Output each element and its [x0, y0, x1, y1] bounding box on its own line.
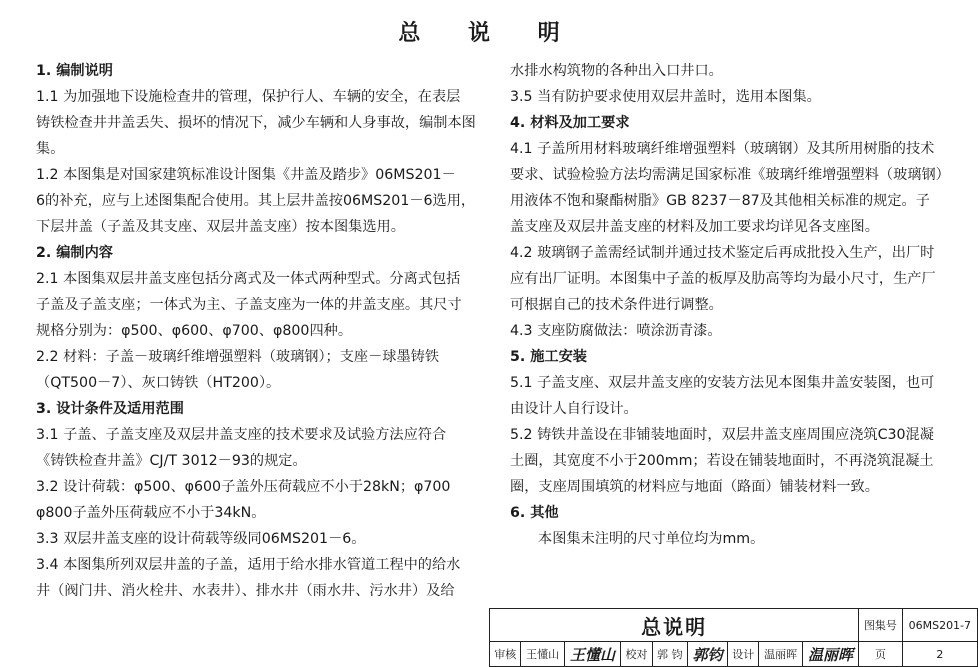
paragraph-line: 下层井盖（子盖及其支座、双层井盖支座）按本图集选用。	[36, 219, 405, 235]
designer-signature: 温丽晖	[802, 642, 858, 667]
section-heading: 3. 设计条件及适用范围	[36, 401, 184, 417]
paragraph-line: 2.1 本图集双层井盖支座包括分离式及一体式两种型式。分离式包括	[36, 271, 461, 287]
checker-name: 郭 钧	[652, 642, 687, 667]
paragraph-line: 子盖及子盖支座；一体式为主、子盖支座为一体的井盖支座。其尺寸	[36, 297, 462, 313]
paragraph-line: 圈，支座周围填筑的材料应与地面（路面）铺装材料一致。	[510, 479, 879, 495]
paragraph-line: 土圈，其宽度不小于200mm；若设在铺装地面时，不再浇筑混凝土	[510, 453, 934, 469]
paragraph-line: 1.2 本图集是对国家建筑标准设计图集《井盖及踏步》06MS201－	[36, 167, 456, 183]
paragraph-line: 3.1 子盖、子盖支座及双层井盖支座的技术要求及试验方法应符合	[36, 427, 447, 443]
section-heading: 1. 编制说明	[36, 63, 113, 79]
reviewer-signature: 王懂山	[564, 642, 620, 667]
paragraph-line: 由设计人自行设计。	[510, 401, 638, 417]
right-column	[510, 58, 950, 552]
paragraph-line: 盖支座及双层井盖支座的材料及加工要求均详见各支座图。	[510, 219, 879, 235]
paragraph-line: 5.2 铸铁井盖设在非铺装地面时，双层井盖支座周围应浇筑C30混凝	[510, 427, 934, 443]
designer-name: 温丽晖	[759, 642, 802, 667]
paragraph-line: 应有出厂证明。本图集中子盖的板厚及肋高等均为最小尺寸，生产厂	[510, 271, 936, 287]
reviewer-name: 王懂山	[521, 642, 564, 667]
paragraph-line: 3.5 当有防护要求使用双层井盖时，选用本图集。	[510, 89, 821, 105]
check-label: 校对	[621, 642, 652, 667]
section-heading: 6. 其他	[510, 505, 559, 521]
paragraph-line: 井（阀门井、消火栓井、水表井）、排水井（雨水井、污水井）及给	[36, 583, 455, 599]
paragraph-line: 2.2 材料：子盖－玻璃纤维增强塑料（玻璃钢）；支座－球墨铸铁	[36, 349, 440, 365]
page-label: 页	[859, 642, 902, 667]
paragraph-line: 4.1 子盖所用材料玻璃纤维增强塑料（玻璃钢）及其所用树脂的技术	[510, 141, 935, 157]
paragraph-line: 4.2 玻璃钢子盖需经试制并通过技术鉴定后再成批投入生产，出厂时	[510, 245, 935, 261]
left-column	[36, 58, 476, 604]
paragraph-line: φ800子盖外压荷载应不小于34kN。	[36, 505, 266, 521]
paragraph-line: 水排水构筑物的各种出入口井口。	[510, 63, 723, 79]
title-block-title: 总说明	[490, 609, 859, 642]
paragraph-line: 《铸铁检查井盖》CJ/T 3012－93的规定。	[36, 453, 307, 469]
paragraph-line: 1.1 为加强地下设施检查井的管理，保护行人、车辆的安全，在表层	[36, 89, 461, 105]
paragraph-line: 3.3 双层井盖支座的设计荷载等级同06MS201－6。	[36, 531, 366, 547]
atlas-label: 图集号	[859, 609, 902, 642]
paragraph-line: 集。	[36, 141, 65, 157]
atlas-number: 06MS201-7	[902, 609, 977, 642]
page-title: 总 说 明	[398, 21, 580, 46]
paragraph-line: 5.1 子盖支座、双层井盖支座的安装方法见本图集井盖安装图，也可	[510, 375, 935, 391]
title-block	[489, 608, 978, 667]
paragraph-line: 3.2 设计荷载：φ500、φ600子盖外压荷载应不小于28kN；φ700	[36, 479, 451, 495]
section-heading: 5. 施工安装	[510, 349, 587, 365]
section-heading: 2. 编制内容	[36, 245, 113, 261]
section-heading: 4. 材料及加工要求	[510, 115, 630, 131]
paragraph-line: 3.4 本图集所列双层井盖的子盖，适用于给水排水管道工程中的给水	[36, 557, 461, 573]
paragraph-line: 4.3 支座防腐做法：喷涂沥青漆。	[510, 323, 722, 339]
paragraph-line: 本图集未注明的尺寸单位均为mm。	[538, 531, 765, 547]
paragraph-line: 用液体不饱和聚酯树脂》GB 8237－87及其他相关标准的规定。子	[510, 193, 930, 209]
paragraph-line: 铸铁检查井井盖丢失、损坏的情况下，减少车辆和人身事故，编制本图	[36, 115, 476, 131]
paragraph-line: （QT500－7）、灰口铸铁（HT200）。	[36, 375, 281, 391]
paragraph-line: 6的补充，应与上述图集配合使用。其上层井盖按06MS201－6选用，	[36, 193, 476, 209]
design-label: 设计	[728, 642, 759, 667]
paragraph-line: 规格分别为：φ500、φ600、φ700、φ800四种。	[36, 323, 353, 339]
paragraph-line: 要求、试验检验方法均需满足国家标准《玻璃纤维增强塑料（玻璃钢）	[510, 167, 950, 183]
review-label: 审核	[490, 642, 521, 667]
page-number: 2	[902, 642, 977, 667]
checker-signature: 郭钧	[687, 642, 727, 667]
paragraph-line: 可根据自己的技术条件进行调整。	[510, 297, 723, 313]
